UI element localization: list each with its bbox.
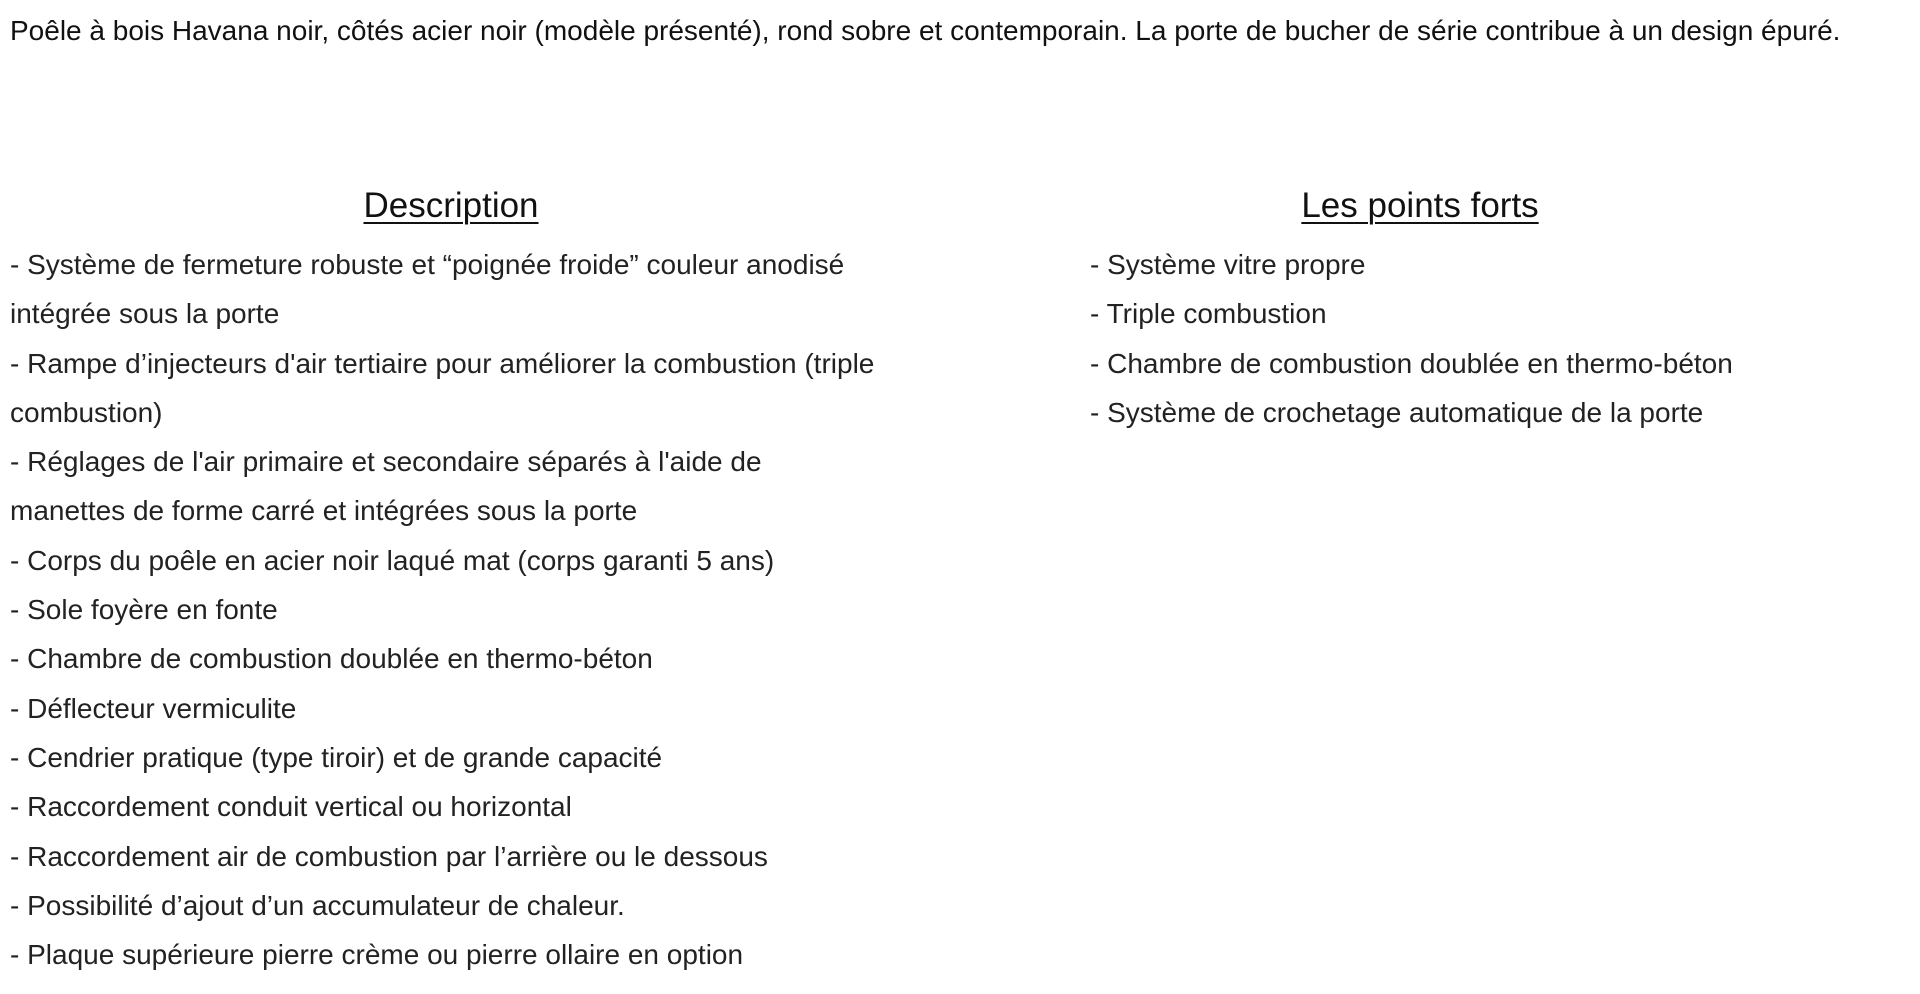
points-forts-list bbox=[1090, 240, 1910, 437]
description-item: - Réglages de l'air primaire et secondaire séparés à l'aide de manettes de forme carré et intégrées sous la porte bbox=[10, 446, 762, 527]
description-item: - Plaque supérieure pierre crème ou pierre ollaire en option bbox=[10, 939, 744, 971]
description-item: - Corps du poêle en acier noir laqué mat (corps garanti 5 ans) bbox=[10, 544, 775, 576]
points-forts-item: - Chambre de combustion doublée en thermo-béton bbox=[1090, 347, 1733, 379]
description-item: - Rampe d’injecteurs d'air tertiaire pour améliorer la combustion (triple combustion) bbox=[10, 347, 875, 428]
description-item: - Possibilité d’ajout d’un accumulateur de chaleur. bbox=[10, 889, 625, 921]
description-list bbox=[10, 240, 880, 979]
points-forts-section bbox=[1090, 178, 1910, 437]
points-forts-item: - Système vitre propre bbox=[1090, 249, 1366, 280]
description-item: - Cendrier pratique (type tiroir) et de grande capacité bbox=[10, 741, 663, 773]
points-forts-item: - Système de crochetage automatique de la porte bbox=[1090, 396, 1704, 428]
description-title: Description bbox=[363, 186, 539, 225]
description-item: - Chambre de combustion doublée en thermo-béton bbox=[10, 643, 653, 675]
intro-paragraph: Poêle à bois Havana noir, côtés acier noir (modèle présenté), rond sobre et contemporain. La porte de bucher de série contribue à un design épuré. bbox=[10, 15, 1841, 46]
points-forts-title: Les points forts bbox=[1301, 186, 1539, 225]
points-forts-item: - Triple combustion bbox=[1090, 298, 1327, 330]
description-item: - Sole foyère en fonte bbox=[10, 594, 278, 626]
description-item: - Raccordement air de combustion par l’arrière ou le dessous bbox=[10, 840, 768, 872]
description-item: - Déflecteur vermiculite bbox=[10, 692, 297, 724]
description-item: - Système de fermeture robuste et “poignée froide” couleur anodisé intégrée sous la porte bbox=[10, 249, 845, 330]
description-item: - Raccordement conduit vertical ou horizontal bbox=[10, 791, 572, 823]
product-details bbox=[10, 178, 1910, 994]
description-section bbox=[10, 178, 890, 979]
